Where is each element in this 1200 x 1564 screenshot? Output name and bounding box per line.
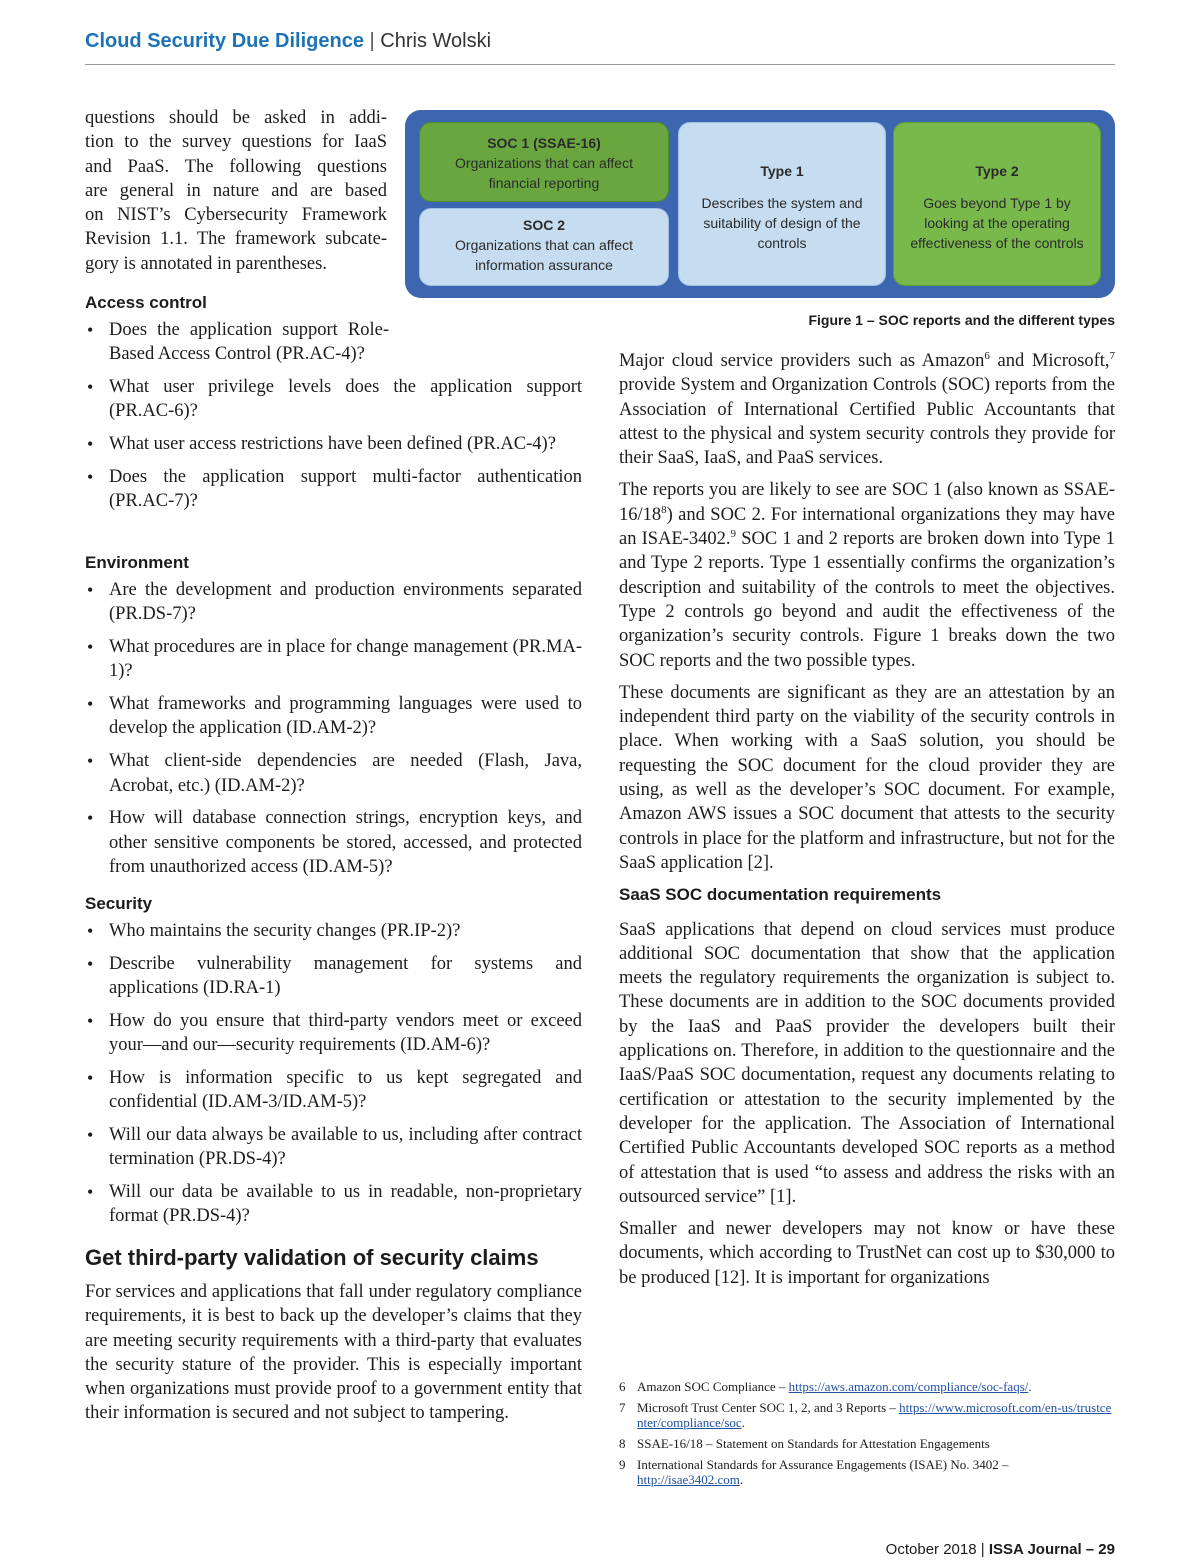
environment-heading: Environment [85, 553, 189, 572]
paragraph: These documents are significant as they are an attestation by an independent third party on the viability of the security controls in place. When working with a SaaS solution, you should be requesting the SOC document for the cloud provider they are using, as well as the developer’s SOC document. For example, Amazon AWS issues a SOC document that attests to the security controls in place for the platform and infrastructure, but not for the SaaS application [2]. [619, 682, 1115, 873]
soc2-title: SOC 2 [522, 217, 565, 233]
footnote: 8 SSAE-16/18 – Statement on Standards for Attestation Engagements [619, 1436, 990, 1451]
section-paragraph: For services and applications that fall under regulatory compliance requirements, it is best to back up the developer’s claims that they are meeting security requirements with a third-party that evaluates the security stature of the provider. This is especially important when organizations must provide proof to a government entity that their information is secured and not subject to tampering. [85, 1282, 582, 1424]
figure-caption: Figure 1 – SOC reports and the different types [808, 312, 1115, 328]
soc1-desc: Organizations that can affect financial reporting [455, 155, 633, 191]
paragraph: Smaller and newer developers may not know or have these documents, which according to TrustNet can cost up to $30,000 to be produced [12]. It is important for organizations [619, 1219, 1115, 1288]
header-separator: | [369, 30, 375, 52]
list-item: • What user access restrictions have been defined (PR.AC-4)? [85, 432, 582, 456]
header-author: Chris Wolski [380, 30, 492, 52]
footnote: 9 International Standards for Assurance Engagements (ISAE) No. 3402 – http://isae3402.com. [619, 1457, 1009, 1487]
list-item: • Who maintains the security changes (PR.IP-2)? [85, 919, 582, 943]
list-item: • How do you ensure that third-party vendors meet or exceed your—and our—security requirements (ID.AM-6)? [85, 1009, 582, 1058]
page-footer [886, 1541, 1115, 1558]
intro-line: questions should be asked in addi- [85, 108, 387, 128]
list-item: • Does the application support multi-factor authentication (PR.AC-7)? [85, 465, 582, 514]
access-control-heading: Access control [85, 293, 207, 312]
list-item: • What procedures are in place for change management (PR.MA-1)? [85, 635, 582, 684]
intro-line: are general in nature and are based [85, 180, 387, 201]
intro-line: on NIST’s Cybersecurity Framework [85, 205, 387, 226]
footnote-link[interactable]: https://www.microsoft.com/en-us/trustcenter/compliance/soc [637, 1400, 1112, 1430]
list-item: • Are the development and production environments separated (PR.DS-7)? [85, 578, 582, 627]
type1-desc: Describes the system and suitability of design of the controls [701, 195, 863, 251]
soc1-box [419, 122, 669, 202]
list-item: • Will our data always be available to us, including after contract termination (PR.DS-4)? [85, 1123, 582, 1172]
intro-paragraph [85, 106, 387, 276]
type2-box [893, 122, 1101, 286]
list-item: • How will database connection strings, encryption keys, and other sensitive components be stored, accessed, and protected from unauthorized access (ID.AM-5)? [85, 806, 582, 879]
list-item: • Will our data be available to us in readable, non-proprietary format (PR.DS-4)? [85, 1180, 582, 1229]
footnote: 7 Microsoft Trust Center SOC 1, 2, and 3 Reports – https://www.microsoft.com/en-us/trustcenter/compliance/soc. [619, 1400, 1112, 1430]
footnote-link[interactable]: https://aws.amazon.com/compliance/soc-faqs/ [788, 1379, 1029, 1394]
type1-box [678, 122, 886, 286]
running-header [85, 30, 1115, 65]
list-item: • Describe vulnerability management for systems and applications (ID.RA-1) [85, 952, 582, 1001]
soc-figure [405, 110, 1115, 298]
paragraph: The reports you are likely to see are SOC 1 (also known as SSAE-$16/18^8$) and SOC 2. For international organizations they may have an ISAE-3402.$^9$ SOC 1 and 2 reports are broken down into Type 1 and Type 2 reports. Type 1 essentially confirms the organization’s description and suitability of the controls to meet the objectives. Type 2 controls go beyond and audit the effectiveness of the organization’s security controls. Figure 1 breaks down the two SOC reports and the two possible types. [619, 480, 1115, 671]
type1-title: Type 1 [760, 163, 804, 179]
right-column [619, 349, 1115, 1298]
paragraph: Major cloud service providers such as Amazon$^6$ and Microsoft,$^7$ provide System and Organization Controls (SOC) reports from the Association of International Certified Public Accountants that attest to the physical and system security controls they provide for their SaaS, IaaS, and PaaS services. [619, 349, 1115, 469]
security-list [85, 919, 582, 1237]
list-item: • What client-side dependencies are needed (Flash, Java, Acrobat, etc.) (ID.AM-2)? [85, 749, 582, 798]
section-title: Get third-party validation of security claims [85, 1245, 539, 1270]
intro-line: Revision 1.1. The framework subcate- [85, 229, 387, 250]
footer-date: October 2018 [885, 1541, 977, 1558]
paragraph: SaaS applications that depend on cloud services must produce additional SOC documentation that show that the application meets the regulatory requirements the organization is subject to. These documents are in addition to the SOC documents provided by the IaaS and PaaS provider the developers built their applications on. Therefore, in addition to the questionnaire and the IaaS/PaaS SOC documentation, request any documents relating to certification or attestation to the security implemented by the developer for the application. The Association of International Certified Public Accountants developed SOC reports as a method of attestation that is used “to assess and address the risks with an outsourced service” [1]. [619, 919, 1115, 1207]
footnotes [619, 1379, 1115, 1493]
soc1-title: SOC 1 (SSAE-16) [487, 135, 601, 151]
intro-line: and PaaS. The following questions [85, 156, 387, 177]
type2-title: Type 2 [975, 163, 1019, 179]
footnote: 6 Amazon SOC Compliance – https://aws.amazon.com/compliance/soc-faqs/. [619, 1379, 1032, 1394]
header-title: Cloud Security Due Diligence [85, 30, 364, 52]
footer-separator: | [980, 1541, 985, 1558]
list-item: • Does the application support Role-Based Access Control (PR.AC-4)? [85, 318, 389, 367]
footer-journal: ISSA Journal – 29 [988, 1541, 1115, 1558]
soc2-box [419, 208, 669, 286]
list-item: • What user privilege levels does the application support (PR.AC-6)? [85, 375, 582, 424]
intro-line: gory is annotated in parentheses. [85, 253, 327, 274]
type2-desc: Goes beyond Type 1 by looking at the operating effectiveness of the controls [910, 195, 1084, 251]
footnote-link[interactable]: http://isae3402.com [637, 1472, 740, 1487]
subsection-heading: SaaS SOC documentation requirements [619, 885, 942, 905]
environment-list [85, 578, 582, 888]
security-heading: Security [85, 894, 153, 913]
access-control-list [85, 318, 582, 522]
list-item: • How is information specific to us kept segregated and confidential (ID.AM-3/ID.AM-5)? [85, 1066, 582, 1115]
soc2-desc: Organizations that can affect information assurance [455, 237, 633, 273]
list-item: • What frameworks and programming languages were used to develop the application (ID.AM-2)? [85, 692, 582, 741]
intro-line: tion to the survey questions for IaaS [85, 132, 387, 153]
